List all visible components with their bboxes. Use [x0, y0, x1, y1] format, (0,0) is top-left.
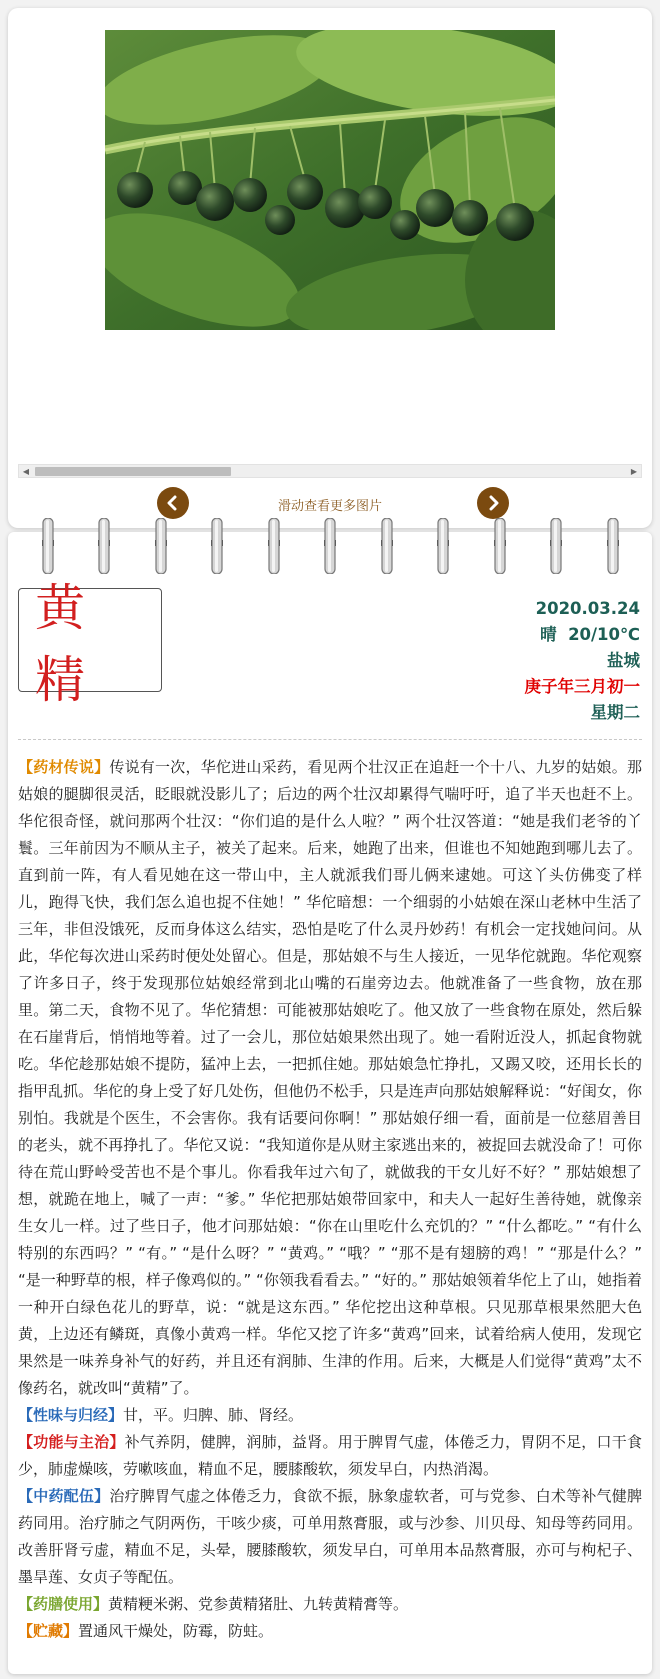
function-text: 补气养阴，健脾，润肺，益肾。用于脾胃气虚，体倦乏力，胃阴不足，口干食少，肺虚燥咳，劳嗽咳血，精血不足，腰膝酸软，须发早白，内热消渴。	[18, 1433, 642, 1478]
herb-photo	[105, 30, 555, 330]
ring-icon	[491, 518, 509, 574]
gallery-scrollbar-thumb[interactable]	[35, 467, 231, 476]
nature-section	[18, 1402, 642, 1429]
herb-photo-image	[105, 30, 555, 330]
date-text: 2020.03.24	[535, 599, 640, 618]
ring-icon	[434, 518, 452, 574]
scroll-right-arrow-icon[interactable]: ▶	[630, 467, 638, 476]
herb-description	[18, 754, 642, 1645]
date-info-block	[525, 596, 641, 726]
ring-icon	[547, 518, 565, 574]
ring-icon	[208, 518, 226, 574]
weekday-text: 星期二	[590, 703, 640, 722]
notebook-rings	[0, 518, 660, 576]
storage-label: 【贮藏】	[18, 1622, 79, 1640]
diet-text: 黄精粳米粥、党参黄精猪肚、九转黄精膏等。	[108, 1595, 409, 1613]
storage-text: 置通风干燥处，防霉，防蛀。	[78, 1622, 274, 1640]
photo-gallery-card	[8, 8, 652, 528]
ring-icon	[95, 518, 113, 574]
ring-icon	[152, 518, 170, 574]
nature-text: 甘，平。归脾、肺、肾经。	[123, 1406, 304, 1424]
function-label: 【功能与主治】	[18, 1433, 125, 1451]
lunar-date-text: 庚子年三月初一	[524, 677, 640, 696]
scroll-left-arrow-icon[interactable]: ◀	[22, 467, 30, 476]
herb-name-seal	[18, 579, 162, 709]
ring-icon	[265, 518, 283, 574]
diet-label: 【药膳使用】	[18, 1595, 109, 1613]
legend-section	[18, 754, 642, 1402]
herb-name: 黄精	[35, 579, 101, 709]
storage-section	[18, 1618, 642, 1645]
herb-info-card	[8, 532, 652, 1674]
combination-text: 治疗脾胃气虚之体倦乏力，食欲不振，脉象虚软者，可与党参、白术等补气健脾药同用。治疗肺之气阴两伤，干咳少痰，可单用熬膏服，或与沙参、川贝母、知母等药同用。改善肝肾亏虚，精血不足，头晕，腰膝酸软，须发早白，可单用本品熬膏服，亦可与枸杞子、墨旱莲、女贞子等配伍。	[18, 1487, 642, 1586]
city-text: 盐城	[607, 651, 640, 670]
gallery-scrollbar[interactable]	[18, 464, 642, 478]
weather-text: 晴 20/10℃	[540, 625, 640, 644]
ring-icon	[604, 518, 622, 574]
ring-icon	[321, 518, 339, 574]
legend-label: 【药材传说】	[18, 758, 110, 776]
next-image-button[interactable]	[477, 487, 509, 519]
legend-text: 传说有一次，华佗进山采药，看见两个壮汉正在追赶一个十八、九岁的姑娘。那姑娘的腿脚很灵活，眨眼就没影儿了；后边的两个壮汉却累得气喘吁吁，追了半天也赶不上。华佗很奇怪，就问那两个壮汉：“你们追的是什么人啦？” 两个壮汉答道：“她是我们老爷的丫鬟。三年前因为不顺从主子，被关了起来。后来，她跑了出来，但谁也不知她跑到哪儿去了。直到前一阵，有人看见她在这一带山中，主人就派我们哥儿俩来逮她。可这丫头仿佛变了样儿，跑得飞快，我们怎么追也捉不住她！” 华佗暗想：一个细弱的小姑娘在深山老林中生活了三年，非但没饿死，反而身体这么结实，恐怕是吃了什么灵丹妙药！有机会一定找她问问。从此，华佗每次进山采药时便处处留心。但是，那姑娘不与生人接近，一见华佗就跑。华佗观察了许多日子，终于发现那位姑娘经常到北山嘴的石崖旁边去。他就准备了一些食物，放在那里。第二天，食物不见了。华佗猜想：可能被那姑娘吃了。他又放了一些食物在原处，然后躲在石崖背后，悄悄地等着。过了一会儿，那位姑娘果然出现了。她一看附近没人，抓起食物就吃。华佗趁那姑娘不提防，猛冲上去，一把抓住她。那姑娘急忙挣扎，又踢又咬，还用长长的指甲乱抓。华佗的身上受了好几处伤，但他仍不松手，只是连声向那姑娘解释说：“好闺女，你别怕。我就是个医生，不会害你。我有话要问你啊！” 那姑娘仔细一看，面前是一位慈眉善目的老头，就不再挣扎了。华佗又说：“我知道你是从财主家逃出来的，被捉回去就没命了！可你待在荒山野岭受苦也不是个事儿。你看我年过六旬了，就做我的干女儿好不好？” 那姑娘想了想，就跪在地上，喊了一声：“爹。” 华佗把那姑娘带回家中，和夫人一起好生善待她，就像亲生女儿一样。过了些日子，他才问那姑娘：“你在山里吃什么充饥的？” “什么都吃。” “有什么特别的东西吗？” “有。” “是什么呀？” “黄鸡。” “哦？” “那不是有翅膀的鸡！” “那是什么？” “是一种野草的根，样子像鸡似的。” “你领我看看去。” “好的。” 那姑娘领着华佗上了山，她指着一种开白绿色花儿的野草，说：“就是这东西。” 华佗挖出这种草根。只见那草根果然肥大色黄，上边还有鳞斑，真像小黄鸡一样。华佗又挖了许多“黄鸡”回来，试着给病人使用，发现它果然是一味养身补气的好药，并且还有润肺、生津的作用。后来，大概是人们觉得“黄鸡”太不像药名，就改叫“黄精”了。	[18, 758, 642, 1397]
ring-icon	[378, 518, 396, 574]
diet-section	[18, 1591, 642, 1618]
function-section	[18, 1429, 642, 1483]
chevron-right-icon	[484, 494, 502, 512]
nature-label: 【性味与归经】	[18, 1406, 124, 1424]
gallery-hint-text: 滑动查看更多图片	[277, 499, 382, 514]
ring-icon	[39, 518, 57, 574]
dashed-divider	[18, 739, 642, 740]
combination-label: 【中药配伍】	[18, 1487, 110, 1505]
combination-section	[18, 1483, 642, 1591]
